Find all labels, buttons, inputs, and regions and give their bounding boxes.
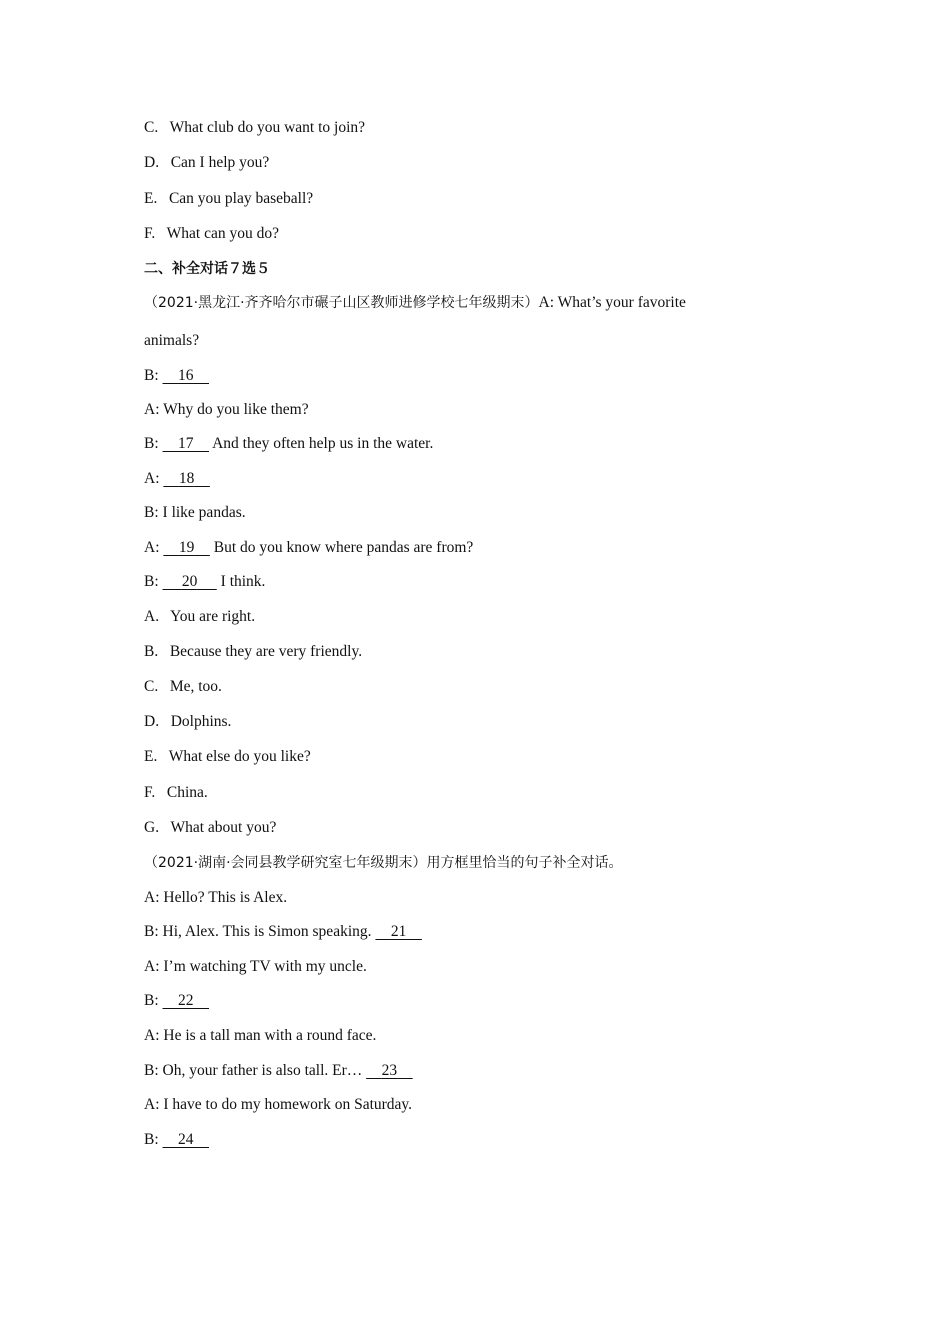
dialogue1-option-a: A. You are right. bbox=[144, 608, 256, 625]
dialogue1-line-19: A: 19 But do you know where pandas are from? bbox=[144, 539, 474, 556]
option-d: D. Can I help you? bbox=[144, 154, 270, 171]
option-e: E. Can you play baseball? bbox=[144, 190, 314, 207]
dialogue2-line-21: B: Hi, Alex. This is Simon speaking. 21 bbox=[144, 922, 422, 942]
dialogue2-source: （2021·湖南·会同县教学研究室七年级期末） bbox=[144, 855, 427, 871]
dialogue2-line-23: B: Oh, your father is also tall. Er… 23 bbox=[144, 1061, 413, 1081]
dialogue1-source: （2021·黑龙江·齐齐哈尔市碾子山区教师进修学校七年级期末） bbox=[144, 295, 539, 311]
dialogue2-line: A: I’m watching TV with my uncle. bbox=[144, 958, 367, 975]
blank-22[interactable]: 22 bbox=[178, 992, 194, 1009]
dialogue1-line: A: Why do you like them? bbox=[144, 401, 309, 418]
dialogue1-line-20: B: 20 I think. bbox=[144, 573, 266, 590]
dialogue1-line-cont: animals? bbox=[144, 332, 200, 349]
dialogue1-line-18: A: 18 bbox=[144, 469, 210, 489]
dialogue1-line: B: I like pandas. bbox=[144, 504, 246, 521]
blank-20[interactable]: 20 bbox=[181, 573, 198, 590]
dialogue1-option-b: B. Because they are very friendly. bbox=[144, 643, 363, 660]
dialogue2-header bbox=[144, 853, 623, 873]
blank-21[interactable]: 21 bbox=[390, 923, 407, 940]
blank-24[interactable]: 24 bbox=[178, 1131, 194, 1148]
blank-16[interactable]: 16 bbox=[178, 367, 194, 384]
blank-19[interactable]: 19 bbox=[178, 539, 195, 556]
dialogue2-line: A: He is a tall man with a round face. bbox=[144, 1027, 377, 1044]
dialogue1-option-c: C. Me, too. bbox=[144, 678, 222, 695]
dialogue1-header: （2021·黑龙江·齐齐哈尔市碾子山区教师进修学校七年级期末）A: What’s your favorite bbox=[144, 294, 686, 311]
dialogue1-line-16: B: 16 bbox=[144, 366, 209, 386]
blank-23[interactable]: 23 bbox=[381, 1062, 398, 1079]
section-title: 二、补全对话７选５ bbox=[144, 261, 270, 277]
dialogue1-option-d: D. Dolphins. bbox=[144, 713, 232, 730]
dialogue1-line-17: B: 17 And they often help us in the water. bbox=[144, 435, 434, 452]
blank-17[interactable]: 17 bbox=[178, 435, 194, 452]
dialogue1-option-g: G. What about you? bbox=[144, 819, 277, 836]
dialogue1-option-e: E. What else do you like? bbox=[144, 748, 311, 765]
dialogue2-line: A: Hello? This is Alex. bbox=[144, 889, 288, 906]
blank-18[interactable]: 18 bbox=[178, 470, 195, 487]
option-f: F. What can you do? bbox=[144, 225, 279, 242]
dialogue1-option-f: F. China. bbox=[144, 784, 208, 801]
option-c: C. What club do you want to join? bbox=[144, 119, 366, 136]
dialogue2-instruction: 用方框里恰当的句子补全对话。 bbox=[426, 855, 623, 871]
dialogue2-line-24: B: 24 bbox=[144, 1130, 209, 1150]
dialogue2-line: A: I have to do my homework on Saturday. bbox=[144, 1096, 413, 1113]
dialogue2-line-22: B: 22 bbox=[144, 991, 209, 1011]
